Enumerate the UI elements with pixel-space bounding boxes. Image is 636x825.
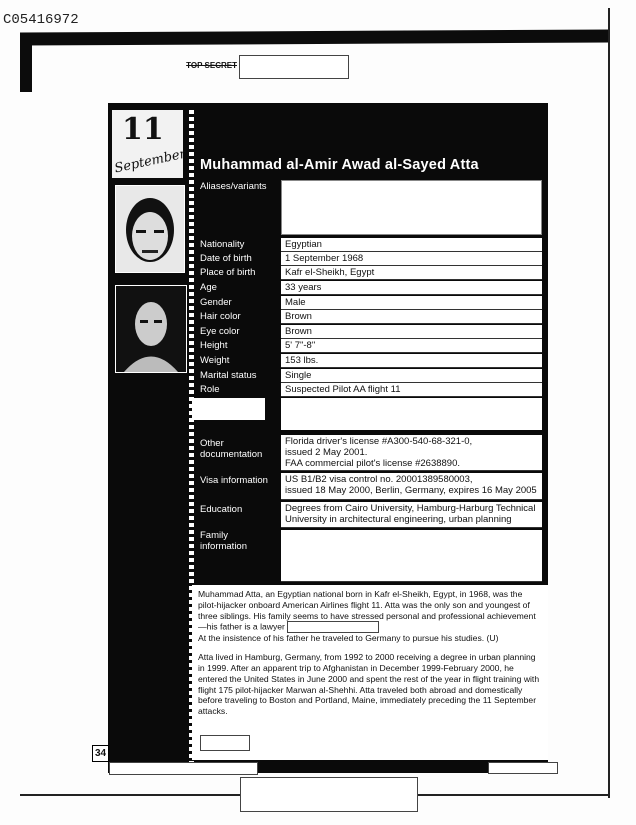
photo-portrait-2 (115, 285, 187, 373)
value-marital-status: Single (281, 369, 542, 383)
redaction-box (281, 398, 542, 430)
value-weight: 153 lbs. (281, 354, 542, 368)
narrative-paragraph-2: Atta lived in Hamburg, Germany, from 1992 to 2000 receiving a degree in urban planning in 1999. After an apparent trip to Afghanistan in December 1999-February 2000, he entered the United States in June 2000 and spent the rest of the year in flight training with flight 175 pilot-hijacker Marwan al-Shehhi. Atta traveled both abroad and domestically before traveling to Boston and Portland, Maine, immediately preceding the 11 September attacks. (198, 652, 540, 717)
label-role: Role (200, 384, 220, 395)
redaction-box (240, 777, 418, 812)
photo-portrait-1 (115, 185, 185, 273)
value-eye-color: Brown (281, 325, 542, 339)
redaction-box (287, 621, 379, 633)
label-other-documentation: Other documentation (200, 438, 263, 460)
label-hair-color: Hair color (200, 311, 241, 322)
label-eye-color: Eye color (200, 326, 240, 337)
label-nationality: Nationality (200, 239, 245, 250)
narrative-paragraph-1: Muhammad Atta, an Egyptian national born in Kafr el-Sheikh, Egypt, in 1968, was the pilot-hijacker onboard American Airlines flight 11. Atta was the only son and youngest of three siblings. His family seems to have stressed personal and professional achievement—his father is a lawyer (198, 589, 536, 632)
september-11-logo: 11 September (113, 112, 188, 177)
label-age: Age (200, 282, 217, 293)
page-border-right (608, 8, 610, 798)
value-place-of-birth: Kafr el-Sheikh, Egypt (281, 266, 542, 280)
value-role: Suspected Pilot AA flight 11 (281, 383, 542, 397)
label-visa-information: Visa information (200, 475, 268, 486)
value-education: Degrees from Cairo University, Hamburg-Harburg Technical University in architectural engineering, urban planning (281, 502, 542, 528)
label-place-of-birth: Place of birth (200, 267, 256, 278)
narrative-paragraph-1b: At the insistence of his father he traveled to Germany to pursue his studies. (U) (198, 633, 499, 644)
classification-marking: TOP SECRET (186, 61, 237, 70)
page-number: 34 (92, 745, 109, 762)
scan-border-top (20, 29, 610, 45)
value-visa-information: US B1/B2 visa control no. 20001389580003, issued 18 May 2000, Berlin, Germany, expires 16 May 2005 (281, 473, 542, 500)
label-education: Education (200, 504, 243, 515)
label-aliases-variants: Aliases/variants (200, 181, 267, 192)
label-family-information: Family information (200, 530, 247, 552)
subject-name: Muhammad al-Amir Awad al-Sayed Atta (200, 157, 479, 173)
value-other-documentation: Florida driver's license #A300-540-68-321-0, issued 2 May 2001. FAA commercial pilot's license #2638890. (281, 435, 542, 471)
redaction-box (109, 762, 258, 775)
redaction-box (239, 55, 349, 79)
label-gender: Gender (200, 297, 232, 308)
redaction-box (488, 762, 558, 774)
value-gender: Male (281, 296, 542, 310)
value-nationality: Egyptian (281, 238, 542, 252)
label-weight: Weight (200, 355, 230, 366)
document-id: C05416972 (3, 12, 79, 28)
label-height: Height (200, 340, 228, 351)
value-age: 33 years (281, 281, 542, 295)
narrative-text (192, 585, 548, 760)
scan-border-left (20, 40, 32, 92)
redaction-box (192, 398, 265, 420)
label-date-of-birth: Date of birth (200, 253, 252, 264)
value-hair-color: Brown (281, 310, 542, 324)
value-height: 5' 7"-8" (281, 339, 542, 353)
value-family-information (281, 530, 542, 582)
value-aliases-variants (281, 180, 542, 235)
value-date-of-birth: 1 September 1968 (281, 252, 542, 266)
label-marital-status: Marital status (200, 370, 257, 381)
redaction-box (200, 735, 250, 751)
